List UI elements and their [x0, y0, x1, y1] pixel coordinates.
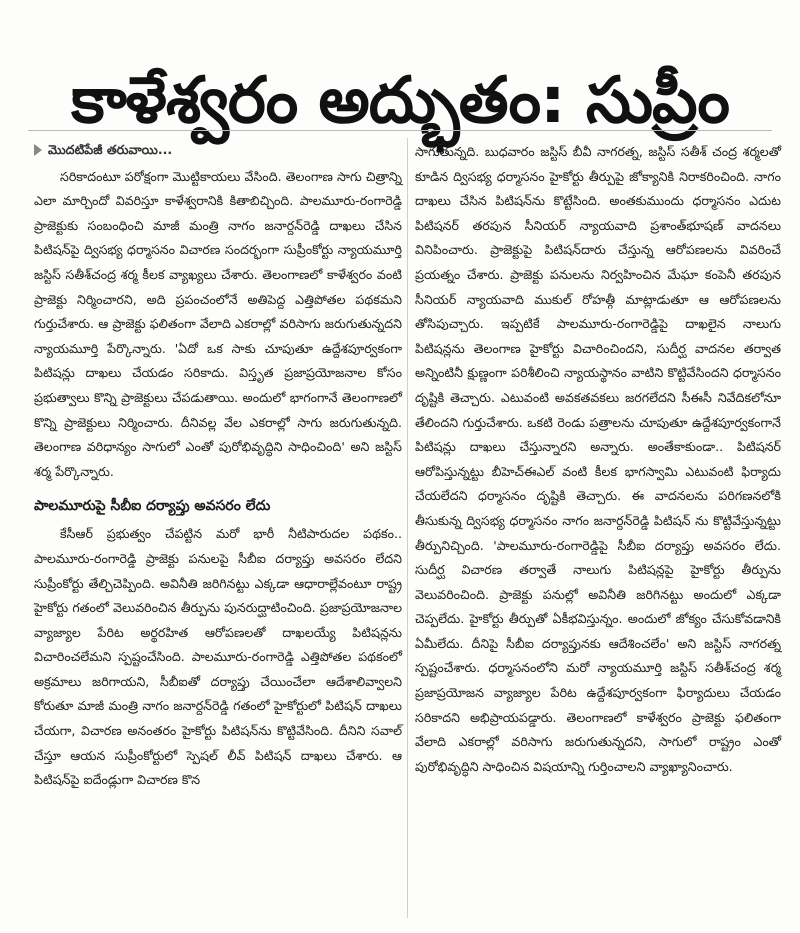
right-column — [415, 140, 781, 779]
headline: కాళేశ్వరం అద్భుతం: సుప్రీం — [71, 63, 729, 138]
left-column — [34, 138, 402, 793]
column-divider — [407, 138, 408, 918]
article-paragraph: కేసీఆర్ ప్రభుత్వం చేపట్టిన మరో భారీ నీటిపారుదల పథకం.. పాలమూరు-రంగారెడ్డి ప్రాజెక్టు పనులపై సీబీఐ దర్యాప్తు అవసరం లేదని సుప్రీంకోర్టు తేల్చిచెప్పింది. అవినీతి జరిగినట్టు ఎక్కడా ఆధారాల్లేవంటూ రాష్ట్ర హైకోర్టు గతంలో వెలువరించిన తీర్పును పునరుద్ఘాటించింది. ప్రజాప్రయోజనాల వ్యాజ్యాల పేరిట అర్థరహిత ఆరోపణలతో దాఖలయ్యే పిటిషన్లను విచారించలేమని స్పష్టంచేసింది. పాలమూరు-రంగారెడ్డి ఎత్తిపోతల పథకంలో అక్రమాలు జరిగాయని, సీబీఐతో దర్యాప్తు చేయించేలా ఆదేశాలివ్వాలని కోరుతూ మాజీ మంత్రి నాగం జనార్దన్‌రెడ్డి గతంలో హైకోర్టులో పిటిషన్ దాఖలు చేయగా, విచారణ అనంతరం హైకోర్టు పిటిషన్‌ను కొట్టివేసింది. దీనిని సవాల్ చేస్తూ ఆయన సుప్రీంకోర్టులో స్పెషల్ లీవ్ పిటిషన్ దాఖలు చేశారు. ఆ పిటిషన్‌పై ఐదేండ్లుగా విచారణ కొన — [34, 526, 402, 788]
arrow-right-icon — [34, 144, 42, 156]
jump-label: మొదటిపేజీ తరువాయి... — [48, 142, 173, 157]
continued-from-front-page — [34, 138, 402, 163]
article-paragraph: సరికాదంటూ పరోక్షంగా మొట్టికాయలు వేసింది. తెలంగాణ సాగు చిత్రాన్ని ఎలా మార్చిందో వివరిస్తూ కాళేశ్వరానికి కితాబిచ్చింది. పాలమూరు-రంగారెడ్డి ప్రాజెక్టుకు సంబంధించి మాజీ మంత్రి నాగం జనార్దన్‌రెడ్డి దాఖలు చేసిన పిటిషన్‌పై ద్విసభ్య ధర్మాసనం విచారణ సందర్భంగా సుప్రీంకోర్టు న్యాయమూర్తి జస్టిస్ సతీశ్‌చంద్ర శర్మ కీలక వ్యాఖ్యలు చేశారు. తెలంగాణలో కాళేశ్వరం వంటి ప్రాజెక్టు నిర్మించారని, అది ప్రపంచంలోనే అతిపెద్ద ఎత్తిపోతల పథకమని గుర్తుచేశారు. ఆ ప్రాజెక్టు ఫలితంగా వేలాది ఎకరాల్లో వరిసాగు జరుగుతున్నదని న్యాయమూర్తి పేర్కొన్నారు. 'ఏదో ఒక సాకు చూపుతూ ఉద్దేశపూర్వకంగా పిటిషన్లు దాఖలు చేయడం సరికాదు. విస్తృత ప్రజాప్రయోజనాల కోసం ప్రభుత్వాలు కొన్ని ప్రాజెక్టులు చేపడుతాయి. అందులో భాగంగానే తెలంగాణలో కొన్ని ప్రాజెక్టులు నిర్మించారు. దీనివల్ల వేల ఎకరాల్లో సాగు జరుగుతున్నది. తెలంగాణ వరిధాన్యం సాగులో ఎంతో పురోభివృద్ధిని సాధించింది' అని జస్టిస్ శర్మ పేర్కొన్నారు. — [34, 168, 402, 479]
headline-rule — [28, 130, 772, 131]
section-subheading: పాలమూరుపై సీబీఐ దర్యాప్తు అవసరం లేదు — [34, 498, 271, 515]
article-paragraph: సాగుతున్నది. బుధవారం జస్టిస్ బీవీ నాగరత్న, జస్టిస్ సతీశ్ చంద్ర శర్మలతో కూడిన ద్విసభ్య ధర్మాసనం హైకోర్టు తీర్పుపై జోక్యానికి నిరాకరించింది. నాగం దాఖలు చేసిన పిటిషన్‌ను కొట్టేసింది. అంతకుముందు ధర్మాసనం ఎదుట పిటిషనర్ తరపున సీనియర్ న్యాయవాది ప్రశాంత్‌భూషణ్ వాదనలు వినిపించారు. ప్రాజెక్టుపై పిటిషన్‌దారు చేస్తున్న ఆరోపణలను వివరించే ప్రయత్నం చేశారు. ప్రాజెక్టు పనులను నిర్వహించిన మేఘా కంపెనీ తరపున సీనియర్ న్యాయవాది ముకుల్ రోహత్గీ మాట్లాడుతూ ఆ ఆరోపణలను తోసిపుచ్చారు. ఇప్పటికే పాలమూరు-రంగారెడ్డిపై దాఖలైన నాలుగు పిటిషన్లను తెలంగాణ హైకోర్టు విచారించిందని, సుదీర్ఘ వాదనల తర్వాత అన్నింటినీ క్షుణ్ణంగా పరిశీలించి న్యాయస్థానం వాటిని కొట్టివేసిందని ధర్మాసనం దృష్టికి తెచ్చారు. ఎటువంటి అవకతవకలు జరగలేదని సీఈసీ నివేదికలోనూ తేలిందని గుర్తుచేశారు. ఒకటి రెండు పత్రాలను చూపుతూ ఉద్దేశపూర్వకంగానే పిటిషన్లు దాఖలు చేస్తున్నారని అన్నారు. అంతేకాకుండా.. పిటిషనర్ ఆరోపిస్తున్నట్టు బీహెచ్‌ఈఎల్ వంటి కీలక భాగస్వామి ఎటువంటి ఫిర్యాదు చేయలేదని ధర్మాసనం దృష్టికి తెచ్చారు. ఈ వాదనలను పరిగణనలోకి తీసుకున్న ద్విసభ్య ధర్మాసనం నాగం జనార్దన్‌రెడ్డి పిటిషన్ ను కొట్టివేస్తున్నట్టు తీర్పునిచ్చింది. 'పాలమూరు-రంగారెడ్డిపై సీబీఐ దర్యాప్తు అవసరం లేదు. సుదీర్ఘ విచారణ తర్వాతే నాలుగు పిటిషన్లపై హైకోర్టు తీర్పును వెలువరించింది. ప్రాజెక్టు పనుల్లో అవినీతి జరిగినట్టు అందులో ఎక్కడా చెప్పలేదు. హైకోర్టు తీర్పుతో ఏకీభవిస్తున్నం. అందులో జోక్యం చేసుకోవడానికి ఏమీలేదు. దీనిపై సీబీఐ దర్యాప్తునకు ఆదేశించలేం' అని జస్టిస్ నాగరత్న స్పష్టంచేశారు. ధర్మాసనంలోని మరో న్యాయమూర్తి జస్టిస్ సతీశ్‌చంద్ర శర్మ ప్రజాప్రయోజన వ్యాజ్యాల పేరిట ఉద్దేశపూర్వకంగా ఫిర్యాదులు చేయడం సరికాదని అభిప్రాయపడ్డారు. తెలంగాణలో కాళేశ్వరం ప్రాజెక్టు ఫలితంగా వేలాది ఎకరాల్లో వరిసాగు జరుగుతున్నదని, సాగులో రాష్ట్రం ఎంతో పురోభివృద్ధిని సాధించిన విషయాన్ని గుర్తించాలని వ్యాఖ్యానించారు. — [415, 144, 781, 774]
